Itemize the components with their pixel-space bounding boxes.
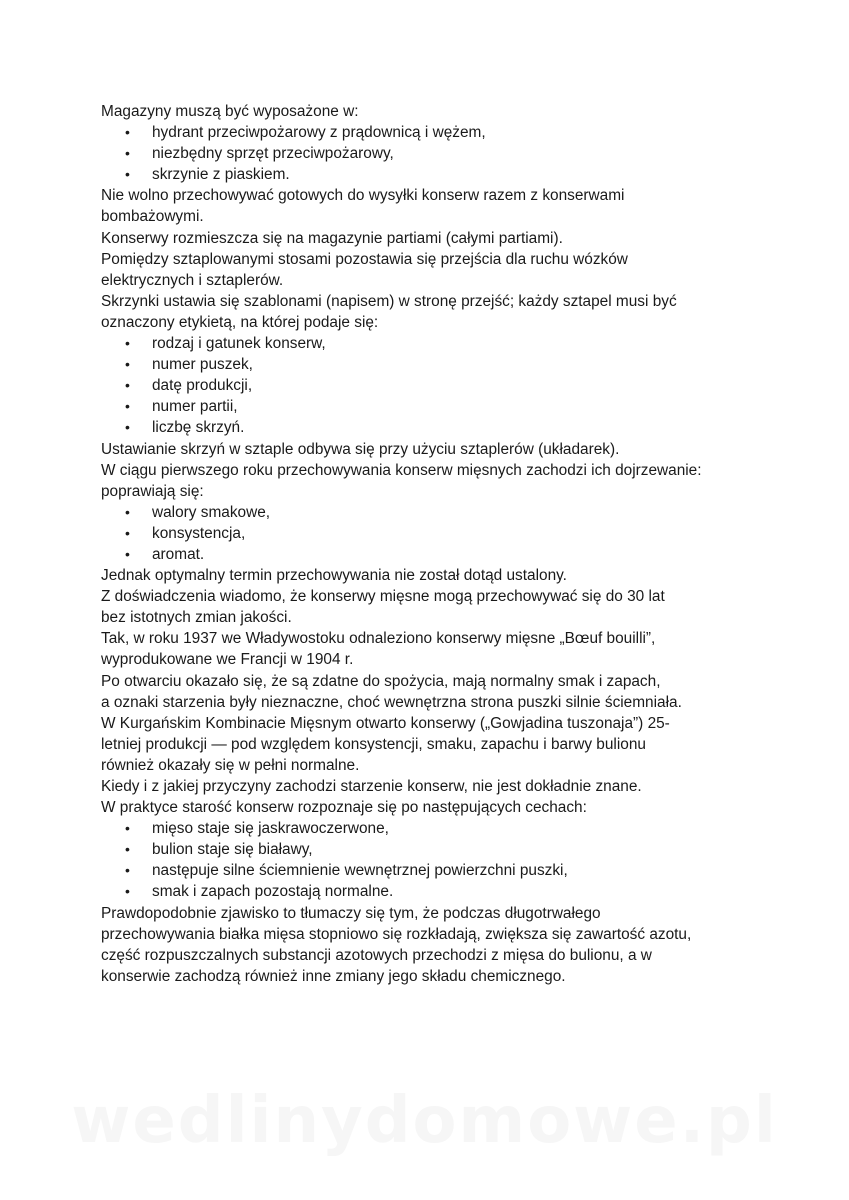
paragraph-line: część rozpuszczalnych substancji azotowych przechodzi z mięsa do bulionu, a w (101, 946, 652, 964)
paragraph-line: konserwie zachodzą również inne zmiany jego składu chemicznego. (101, 967, 566, 985)
list-item: • datę produkcji, (101, 375, 761, 396)
paragraph-line: Skrzynki ustawia się szablonami (napisem) w stronę przejść; każdy sztapel musi być (101, 292, 677, 310)
paragraph-line: W ciągu pierwszego roku przechowywania konserw mięsnych zachodzi ich dojrzewanie: (101, 461, 702, 479)
list-item: • numer puszek, (101, 354, 761, 375)
paragraph-line: bombażowymi. (101, 208, 204, 226)
paragraph: Jednak optymalny termin przechowywania nie został dotąd ustalony. (101, 567, 567, 585)
paragraph-line: oznaczony etykietą, na której podaje się: (101, 313, 379, 331)
maturation-list (101, 502, 761, 565)
list-item: • skrzynie z piaskiem. (101, 164, 761, 185)
paragraph: Magazyny muszą być wyposażone w: (101, 103, 359, 120)
document-body (101, 101, 761, 987)
paragraph-line: Po otwarciu okazało się, że są zdatne do spożycia, mają normalny smak i zapach, (101, 672, 661, 690)
equipment-list (101, 122, 761, 185)
paragraph-line: Tak, w roku 1937 we Władywostoku odnaleziono konserwy mięsne „Bœuf bouilli”, (101, 630, 656, 648)
paragraph-line: Pomiędzy sztaplowanymi stosami pozostawia się przejścia dla ruchu wózków (101, 250, 628, 268)
paragraph-line: elektrycznych i sztaplerów. (101, 271, 284, 289)
paragraph-line: W Kurgańskim Kombinacie Mięsnym otwarto konserwy („Gowjadina tuszonaja”) 25- (101, 714, 670, 732)
list-item: • bulion staje się białawy, (101, 839, 761, 860)
paragraph-line: bez istotnych zmian jakości. (101, 609, 292, 627)
list-item: • liczbę skrzyń. (101, 417, 761, 438)
list-item: • następuje silne ściemnienie wewnętrznej powierzchni puszki, (101, 860, 761, 881)
paragraph: Konserwy rozmieszcza się na magazynie partiami (całymi partiami). (101, 229, 563, 247)
paragraph-line: a oznaki starzenia były nieznaczne, choć wewnętrzna strona puszki silnie ściemniała. (101, 693, 682, 711)
paragraph: Ustawianie skrzyń w sztaple odbywa się przy użyciu sztaplerów (układarek). (101, 440, 620, 458)
list-item: • aromat. (101, 544, 761, 565)
paragraph-line: letniej produkcji — pod względem konsystencji, smaku, zapachu i barwy bulionu (101, 735, 646, 753)
list-item: • walory smakowe, (101, 502, 761, 523)
label-contents-list (101, 333, 761, 438)
paragraph: Kiedy i z jakiej przyczyny zachodzi starzenie konserw, nie jest dokładnie znane. (101, 778, 642, 795)
list-item: • niezbędny sprzęt przeciwpożarowy, (101, 143, 761, 164)
paragraph-line: Z doświadczenia wiadomo, że konserwy mięsne mogą przechowywać się do 30 lat (101, 588, 665, 606)
paragraph-line: poprawiają się: (101, 482, 204, 500)
paragraph: W praktyce starość konserw rozpoznaje się po następujących cechach: (101, 799, 587, 817)
list-item: • rodzaj i gatunek konserw, (101, 333, 761, 354)
paragraph-line: wyprodukowane we Francji w 1904 r. (101, 651, 354, 669)
paragraph-line: przechowywania białka mięsa stopniowo się rozkładają, zwiększa się zawartość azotu, (101, 925, 692, 943)
paragraph-line: również okazały się w pełni normalne. (101, 756, 360, 774)
list-item: • numer partii, (101, 396, 761, 417)
paragraph-line: Nie wolno przechowywać gotowych do wysyłki konserw razem z konserwami (101, 187, 625, 205)
list-item: • konsystencja, (101, 523, 761, 544)
aging-signs-list (101, 818, 761, 902)
list-item: • mięso staje się jaskrawoczerwone, (101, 818, 761, 839)
list-item: • hydrant przeciwpożarowy z prądownicą i wężem, (101, 122, 761, 143)
paragraph-line: Prawdopodobnie zjawisko to tłumaczy się tym, że podczas długotrwałego (101, 904, 601, 922)
list-item: • smak i zapach pozostają normalne. (101, 881, 761, 902)
watermark: wedlinydomowe.pl (71, 1084, 778, 1158)
